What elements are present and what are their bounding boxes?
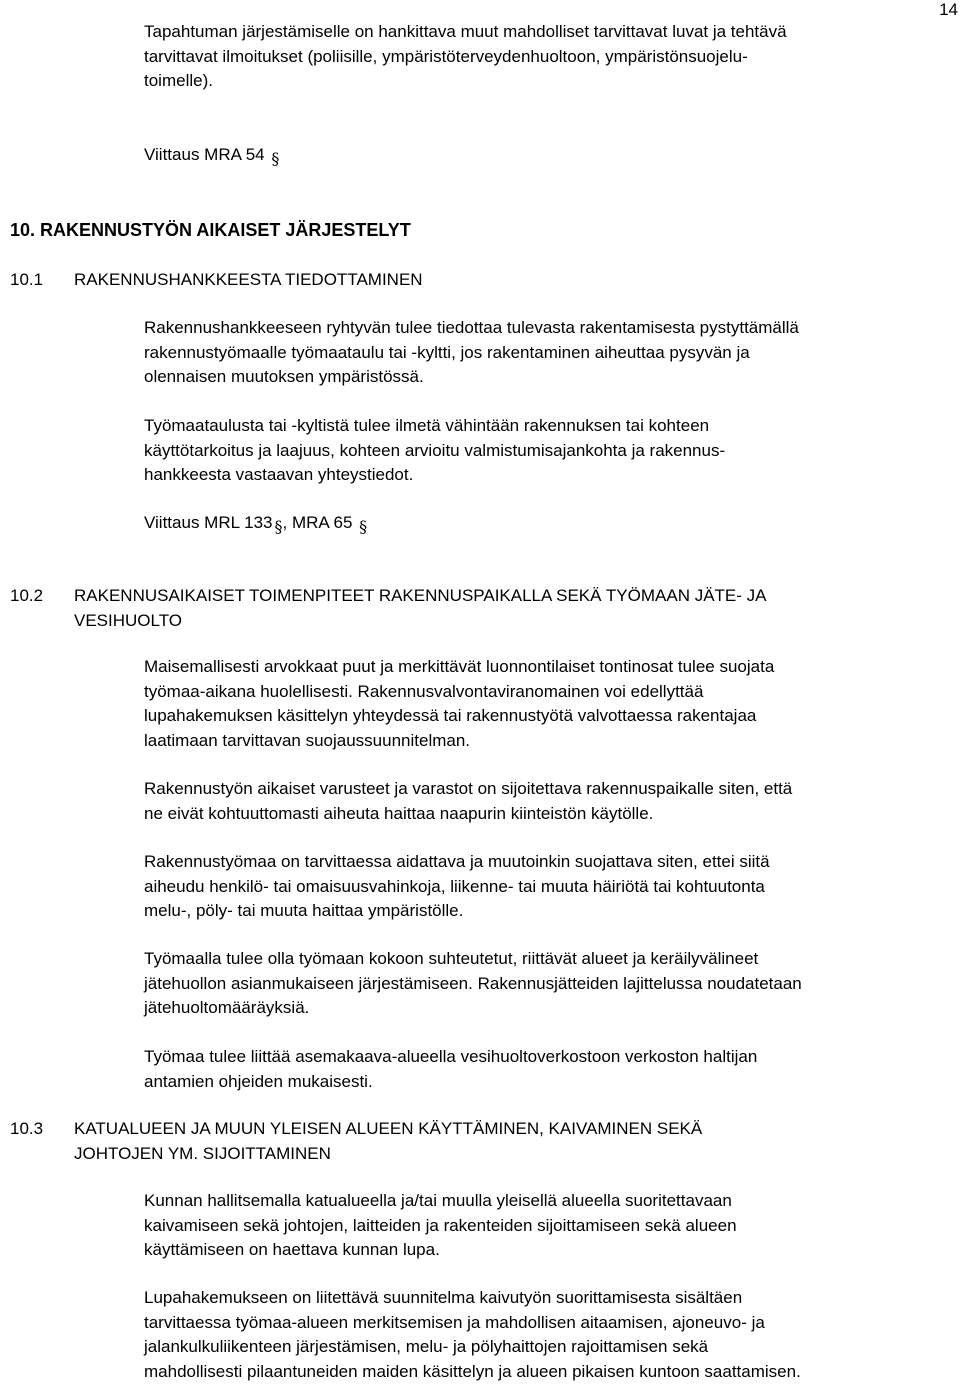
paragraph [144, 655, 956, 753]
subsection-heading-10-1 [10, 268, 944, 293]
text-line: työmaa-aikana huolellisesti. Rakennusvalvontaviranomainen voi edellyttää [144, 680, 956, 705]
text-line: Rakennustyömaa on tarvittaessa aidattava ja muutoinkin suojattava siten, ettei siitä [144, 850, 956, 875]
paragraph [144, 414, 956, 488]
text-line: aiheudu henkilö- tai omaisuusvahinkoja, liikenne- tai muuta häiriötä tai kohtuutonta [144, 875, 956, 900]
text-line: Lupahakemukseen on liitettävä suunnitelma kaivutyön suorittamisesta sisältäen [144, 1286, 956, 1311]
subsection-heading-10-3 [10, 1117, 944, 1166]
text-line: jalankulkuliikenteen järjestämisen, melu- ja pölyhaittojen rajoittamisen sekä [144, 1335, 956, 1360]
paragraph [144, 850, 956, 924]
paragraph [144, 1045, 956, 1094]
text-line: Työmaa tulee liittää asemakaava-alueella vesihuoltoverkostoon verkoston haltijan [144, 1045, 956, 1070]
subsection-number: 10.1 [10, 268, 74, 293]
subsection-title: RAKENNUSHANKKEESTA TIEDOTTAMINEN [74, 268, 944, 293]
text-line: toimelle). [144, 69, 956, 94]
text-line: Työmaataulusta tai -kyltistä tulee ilmetä vähintään rakennuksen tai kohteen [144, 414, 956, 439]
section-symbol: § [275, 515, 283, 540]
reference-text: Viittaus MRA 54 [144, 145, 265, 164]
text-line: Rakennushankkeeseen ryhtyvän tulee tiedottaa tulevasta rakentamisesta pystyttämällä [144, 316, 956, 341]
text-line: rakennustyömaalle työmaataulu tai -kyltti, jos rakentaminen aiheuttaa pysyvän ja [144, 341, 956, 366]
paragraph [144, 316, 956, 390]
intro-reference [144, 143, 279, 172]
section-symbol: § [271, 147, 279, 172]
text-line: mahdollisesti pilaantuneiden maiden käsittelyn ja alueen pikaisen kuntoon saattamisen. [144, 1360, 956, 1384]
text-line: olennaisen muutoksen ympäristössä. [144, 365, 956, 390]
subsection-number: 10.3 [10, 1117, 74, 1166]
title-line: JOHTOJEN YM. SIJOITTAMINEN [74, 1142, 944, 1167]
subsection-title [74, 584, 944, 633]
reference-text: , MRA 65 [283, 513, 353, 532]
text-line: laatimaan tarvittavan suojaussuunnitelman. [144, 729, 956, 754]
text-line: käyttämiseen on haettava kunnan lupa. [144, 1238, 956, 1263]
subsection-number: 10.2 [10, 584, 74, 633]
reference-text: Viittaus MRL 133 [144, 513, 273, 532]
paragraph [144, 1189, 956, 1263]
text-line: Rakennustyön aikaiset varusteet ja varastot on sijoitettava rakennuspaikalle siten, että [144, 777, 956, 802]
text-line: melu-, pöly- tai muuta haittaa ympäristölle. [144, 899, 956, 924]
paragraph [144, 777, 956, 826]
section-heading: 10. RAKENNUSTYÖN AIKAISET JÄRJESTELYT [10, 218, 411, 243]
text-line: Tapahtuman järjestämiselle on hankittava muut mahdolliset tarvittavat luvat ja tehtävä [144, 20, 956, 45]
text-line: tarvittaessa työmaa-alueen merkitsemisen ja mahdollisen aitaamisen, ajoneuvo- ja [144, 1311, 956, 1336]
text-line: jätehuollon asianmukaiseen järjestämiseen. Rakennusjätteiden lajittelussa noudatetaan [144, 972, 956, 997]
title-line: KATUALUEEN JA MUUN YLEISEN ALUEEN KÄYTTÄMINEN, KAIVAMINEN SEKÄ [74, 1117, 944, 1142]
paragraph [144, 947, 956, 1021]
intro-paragraph [144, 20, 956, 94]
text-line: tarvittavat ilmoitukset (poliisille, ympäristöterveydenhuoltoon, ympäristönsuojelu- [144, 45, 956, 70]
text-line: hankkeesta vastaavan yhteystiedot. [144, 463, 956, 488]
title-line: VESIHUOLTO [74, 609, 944, 634]
text-line: käyttötarkoitus ja laajuus, kohteen arvioitu valmistumisajankohta ja rakennus- [144, 439, 956, 464]
title-line: RAKENNUSAIKAISET TOIMENPITEET RAKENNUSPAIKALLA SEKÄ TYÖMAAN JÄTE- JA [74, 584, 944, 609]
paragraph [144, 1286, 956, 1384]
subsection-reference [144, 511, 367, 540]
text-line: ne eivät kohtuuttomasti aiheuta haittaa naapurin kiinteistön käytölle. [144, 802, 956, 827]
page-number: 14 [939, 0, 958, 20]
text-line: Kunnan hallitsemalla katualueella ja/tai muulla yleisellä alueella suoritettavaan [144, 1189, 956, 1214]
subsection-title [74, 1117, 944, 1166]
subsection-heading-10-2 [10, 584, 944, 633]
text-line: lupahakemuksen käsittelyn yhteydessä tai rakennustyötä valvottaessa rakentajaa [144, 704, 956, 729]
text-line: jätehuoltomääräyksiä. [144, 996, 956, 1021]
text-line: Työmaalla tulee olla työmaan kokoon suhteutetut, riittävät alueet ja keräilyvälineet [144, 947, 956, 972]
text-line: Maisemallisesti arvokkaat puut ja merkittävät luonnontilaiset tontinosat tulee suojata [144, 655, 956, 680]
text-line: antamien ohjeiden mukaisesti. [144, 1070, 956, 1095]
text-line: kaivamiseen sekä johtojen, laitteiden ja rakenteiden sijoittamiseen sekä alueen [144, 1214, 956, 1239]
section-symbol: § [359, 515, 367, 540]
